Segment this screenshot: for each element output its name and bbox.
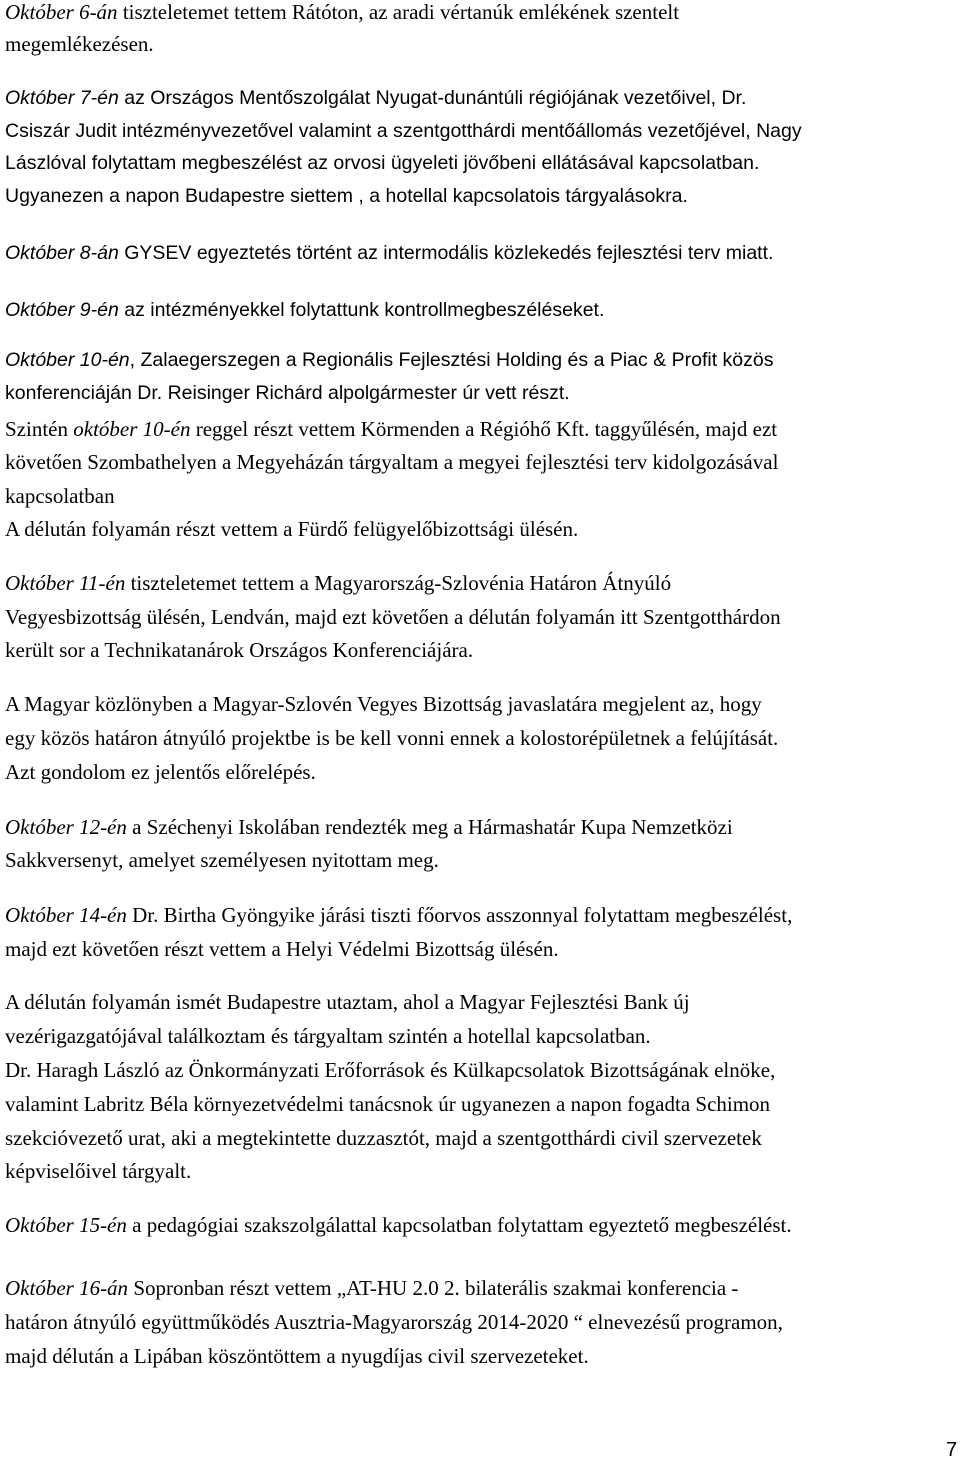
text-line [5,850,439,871]
date-label: Október 14-én [5,903,127,927]
text-line [5,154,759,174]
line-text: A délután folyamán részt vettem a Fürdő felügyelőbizottsági ülésén. [5,517,579,541]
date-label: Október 7-én [5,87,119,109]
line-text: került sor a Technikatanárok Országos Konferenciájára. [5,638,474,662]
line-text: Sopronban részt vettem „AT-HU 2.0 2. bilaterális szakmai konferencia - [128,1276,739,1300]
text-line [5,89,746,109]
line-text: reggel részt vettem Körmenden a Régióhő Kft. taggyűlésén, majd ezt [190,417,778,441]
text-line [5,1161,191,1182]
line-text: Dr. Haragh László az Önkormányzati Erőforrások és Külkapcsolatok Bizottságának elnöke, [5,1058,776,1082]
date-label: Október 15-én [5,1213,127,1237]
line-text: megemlékezésen. [5,32,154,56]
text-line [5,939,559,960]
date-label: Október 10-én [5,349,130,371]
date-label: Október 8-án [5,242,119,264]
text-line [5,640,473,661]
text-line [5,1346,589,1367]
line-text: az intézményekkel folytattunk kontrollmegbeszéléseket. [118,299,605,321]
line-text: Csiszár Judit intézményvezetővel valamint a szentgotthárdi mentőállomás vezetőjével, Nagy [5,120,802,142]
line-text: Sakkversenyt, amelyet személyesen nyitottam meg. [5,848,439,872]
text-line [5,2,679,23]
line-text: Szintén [5,417,74,441]
text-line [5,34,154,55]
line-text: képviselőivel tárgyalt. [5,1159,192,1183]
line-text: a Széchenyi Iskolában rendezték meg a Hármashatár Kupa Nemzetközi [126,815,733,839]
line-text: Dr. Birtha Gyöngyike járási tiszti főorvos asszonnyal folytattam megbeszélést, [126,903,793,927]
line-text: konferenciáján Dr. Reisinger Richárd alpolgármester úr vett részt. [5,382,570,404]
date-label: Október 6-án [5,0,118,24]
text-line [5,486,115,507]
line-text: , Zalaegerszegen a Regionális Fejlesztési Holding és a Piac & Profit közös [129,349,774,371]
line-text: Lászlóval folytattam megbeszélést az orvosi ügyeleti jövőbeni ellátásával kapcsolatban. [5,152,760,174]
text-line [5,187,688,207]
line-text: határon átnyúló együttműködés Ausztria-Magyarország 2014-2020 “ elnevezésű programon, [5,1310,783,1334]
line-text: egy közös határon átnyúló projektbe is be kell vonni ennek a kolostorépületnek a felújítását. [5,726,779,750]
line-text: az Országos Mentőszolgálat Nyugat-dunántúli régiójának vezetőivel, Dr. [118,87,747,109]
text-line [5,762,316,783]
line-text: A délután folyamán ismét Budapestre utaztam, ahol a Magyar Fejlesztési Bank új [5,990,690,1014]
date-label: Október 12-én [5,815,127,839]
line-text: vezérigazgatójával találkoztam és tárgyaltam szintén a hotellal kapcsolatban. [5,1024,651,1048]
text-line [5,1215,792,1236]
text-line [5,452,778,473]
text-line [5,301,604,321]
date-label: október 10-én [73,417,191,441]
text-line [5,728,778,749]
line-text: a pedagógiai szakszolgálattal kapcsolatban folytattam egyeztető megbeszélést. [126,1213,792,1237]
line-text: követően Szombathelyen a Megyeházán tárgyaltam a megyei fejlesztési terv kidolgozásával [5,450,779,474]
text-line [5,384,570,404]
text-line [5,1128,762,1149]
text-line [5,573,671,594]
text-line [5,992,690,1013]
text-line [5,817,733,838]
line-text: tiszteletemet tettem a Magyarország-Szlovénia Határon Átnyúló [125,571,672,595]
line-text: majd délután a Lipában köszöntöttem a nyugdíjas civil szervezeteket. [5,1344,589,1368]
text-line [5,1094,770,1115]
text-line [5,122,802,142]
line-text: szekcióvezető urat, aki a megtekintette duzzasztót, majd a szentgotthárdi civil szervezetek [5,1126,762,1150]
date-label: Október 11-én [5,571,126,595]
text-line [5,1278,738,1299]
line-text: Azt gondolom ez jelentős előrelépés. [5,760,316,784]
text-line [5,519,578,540]
page-number: 7 [946,1439,958,1461]
line-text: majd ezt követően részt vettem a Helyi Védelmi Bizottság ülésén. [5,937,559,961]
text-line [5,1060,775,1081]
line-text: A Magyar közlönyben a Magyar-Szlovén Vegyes Bizottság javaslatára megjelent az, hogy [5,692,762,716]
line-text: Vegyesbizottság ülésén, Lendván, majd ezt követően a délután folyamán itt Szentgotthárdon [5,605,781,629]
line-text: GYSEV egyeztetés történt az intermodális közlekedés fejlesztési terv miatt. [118,242,774,264]
text-line [5,694,762,715]
text-line [5,1312,783,1333]
line-text: valamint Labritz Béla környezetvédelmi tanácsnok úr ugyanezen a napon fogadta Schimon [5,1092,771,1116]
line-text: kapcsolatban [5,484,115,508]
text-line [5,419,777,440]
date-label: Október 9-én [5,299,119,321]
date-label: Október 16-án [5,1276,129,1300]
text-line [5,607,781,628]
line-text: Ugyanezen a napon Budapestre siettem , a hotellal kapcsolatois tárgyalásokra. [5,185,688,207]
text-line [5,244,773,264]
text-line [5,351,773,371]
line-text: tiszteletemet tettem Rátóton, az aradi vértanúk emlékének szentelt [117,0,680,24]
text-line [5,1026,651,1047]
text-line [5,905,792,926]
